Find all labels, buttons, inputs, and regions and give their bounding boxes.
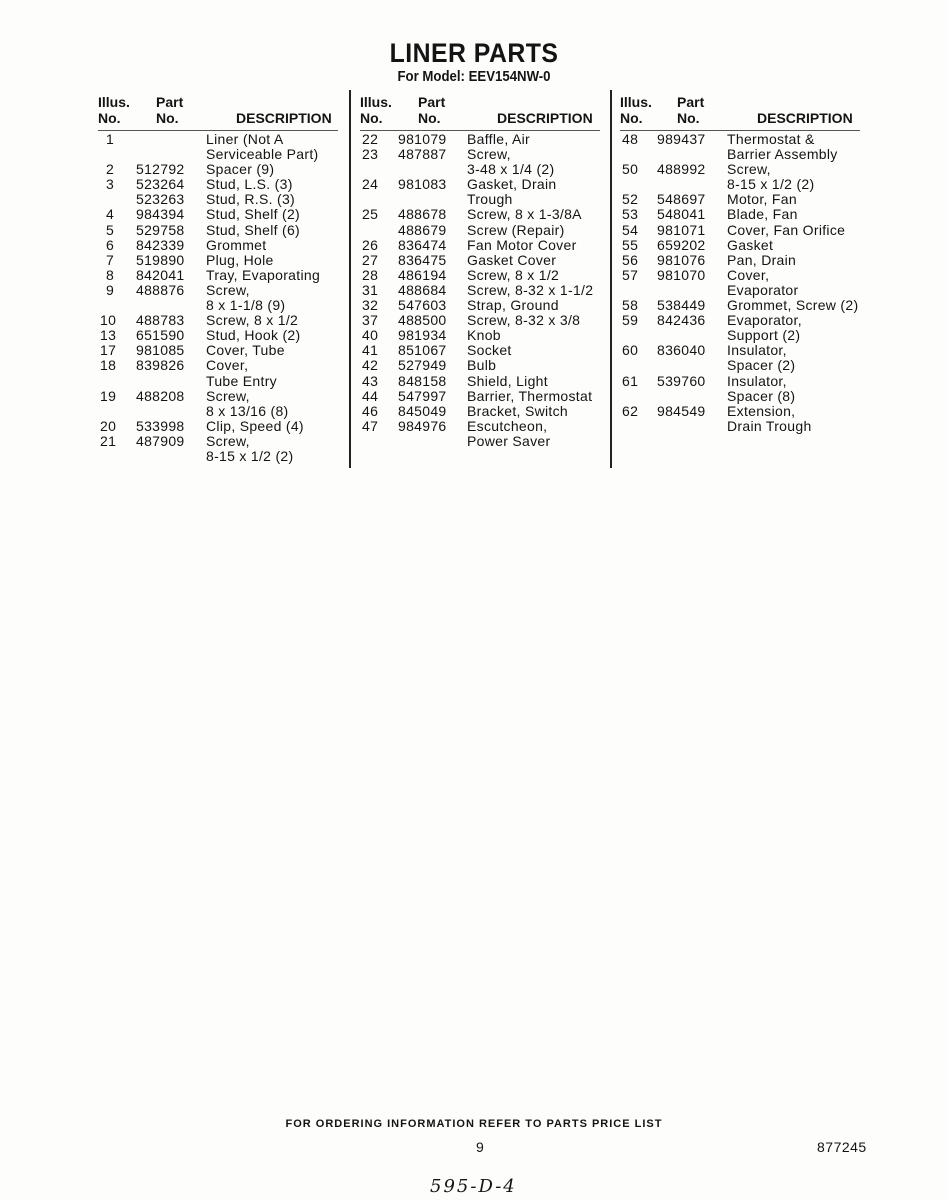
model-subtitle: For Model: EEV154NW-0 (397, 68, 551, 85)
part-no: 523263 (136, 191, 185, 208)
description: Blade, Fan (727, 206, 798, 223)
table-row (98, 419, 338, 434)
table-row (360, 132, 600, 147)
illus-no: 28 (362, 266, 379, 283)
illus-no: 53 (622, 206, 639, 223)
illus-no: 60 (622, 342, 639, 359)
illus-no: 7 (106, 251, 115, 268)
description: Escutcheon, (467, 417, 548, 434)
part-no: 538449 (657, 297, 706, 314)
part-no: 547997 (398, 387, 447, 404)
description: Screw, (206, 387, 250, 404)
illus-no: 55 (622, 236, 639, 253)
table-row (360, 358, 600, 373)
illus-no: 37 (362, 312, 379, 329)
description: Plug, Hole (206, 251, 274, 268)
description: Screw, (206, 281, 250, 298)
description: 8-15 x 1/2 (2) (206, 447, 294, 464)
table-row (98, 238, 338, 253)
illus-no: 18 (100, 357, 117, 374)
part-no: 981934 (398, 327, 447, 344)
illus-no: 48 (622, 131, 639, 147)
description: Bulb (467, 357, 497, 374)
table-row (620, 268, 860, 283)
part-no: 836474 (398, 236, 447, 253)
illus-no: 31 (362, 281, 379, 298)
part-no: 842339 (136, 236, 185, 253)
part-no: 527949 (398, 357, 447, 374)
header-text: No. (677, 110, 700, 126)
part-no: 839826 (136, 357, 185, 374)
illus-no: 25 (362, 206, 379, 223)
table-row (360, 207, 600, 222)
description: Evaporator (727, 281, 799, 298)
illus-no: 21 (100, 432, 117, 449)
description: Drain Trough (727, 417, 812, 434)
table-row (620, 192, 860, 207)
table-row (360, 283, 600, 298)
header-text: Part (418, 94, 446, 110)
part-no: 984549 (657, 402, 706, 419)
part-no: 842041 (136, 266, 185, 283)
part-no: 486194 (398, 266, 447, 283)
part-no: 845049 (398, 402, 447, 419)
table-row (620, 343, 860, 358)
table-row (620, 404, 860, 419)
part-no: 529758 (136, 221, 185, 238)
illus-no: 61 (622, 372, 639, 389)
description: Gasket Cover (467, 251, 557, 268)
description: Power Saver (467, 432, 551, 449)
description: Barrier, Thermostat (467, 387, 593, 404)
header-illus-no (98, 94, 130, 126)
part-no: 539760 (657, 372, 706, 389)
description: 8-15 x 1/2 (2) (727, 176, 815, 193)
description: Insulator, (727, 342, 787, 359)
illus-no: 3 (106, 176, 115, 193)
part-no: 836040 (657, 342, 706, 359)
description: Shield, Light (467, 372, 548, 389)
description: Screw, 8 x 1-3/8A (467, 206, 582, 223)
table-row (98, 404, 338, 419)
part-no: 836475 (398, 251, 447, 268)
illus-no: 52 (622, 191, 639, 208)
description: 3-48 x 1/4 (2) (467, 161, 555, 178)
illus-no: 42 (362, 357, 379, 374)
illus-no: 9 (106, 281, 115, 298)
table-row (98, 223, 338, 238)
table-row (98, 162, 338, 177)
table-row (98, 328, 338, 343)
part-no: 488678 (398, 206, 447, 223)
description: 8 x 1-1/8 (9) (206, 297, 286, 314)
table-row (360, 268, 600, 283)
part-no: 981079 (398, 131, 447, 147)
column-divider (349, 90, 351, 468)
illus-no: 5 (106, 221, 115, 238)
part-no: 523264 (136, 176, 185, 193)
illus-no: 23 (362, 146, 379, 163)
description: Cover, (727, 266, 770, 283)
table-row (360, 404, 600, 419)
part-no: 533998 (136, 417, 185, 434)
illus-no: 2 (106, 161, 115, 178)
description: Screw, 8 x 1/2 (467, 266, 560, 283)
part-no: 488684 (398, 281, 447, 298)
table-row (98, 313, 338, 328)
illus-no: 10 (100, 312, 117, 329)
table-row (360, 177, 600, 192)
table-row (620, 177, 860, 192)
illus-no: 24 (362, 176, 379, 193)
description: Baffle, Air (467, 131, 530, 147)
description: Liner (Not A (206, 131, 284, 147)
table-row (98, 147, 338, 162)
illus-no: 46 (362, 402, 379, 419)
part-no: 981071 (657, 221, 706, 238)
illus-no: 27 (362, 251, 379, 268)
description: Stud, L.S. (3) (206, 176, 293, 193)
header-text: Part (156, 94, 184, 110)
description: Spacer (8) (727, 387, 796, 404)
illus-no: 62 (622, 402, 639, 419)
part-no: 548041 (657, 206, 706, 223)
illus-no: 22 (362, 131, 379, 147)
description: Fan Motor Cover (467, 236, 577, 253)
illus-no: 8 (106, 266, 115, 283)
description: Screw, (727, 161, 771, 178)
description: Knob (467, 327, 501, 344)
part-no: 989437 (657, 131, 706, 147)
page-title: LINER PARTS (389, 38, 559, 68)
description: Tray, Evaporating (206, 266, 321, 283)
part-no: 651590 (136, 327, 185, 344)
header-illus-no (360, 94, 392, 126)
table-row (98, 449, 338, 464)
part-no: 519890 (136, 251, 185, 268)
description: Screw (Repair) (467, 221, 565, 238)
header-description: DESCRIPTION (757, 110, 853, 126)
part-no: 659202 (657, 236, 706, 253)
illus-no: 17 (100, 342, 117, 359)
illus-no: 54 (622, 221, 639, 238)
table-row (620, 358, 860, 373)
description: Screw, 8 x 1/2 (206, 312, 299, 329)
description: Stud, R.S. (3) (206, 191, 296, 208)
table-row (98, 358, 338, 373)
table-row (620, 238, 860, 253)
column-divider (610, 90, 612, 468)
table-row (620, 298, 860, 313)
description: Screw, (467, 146, 511, 163)
description: Screw, 8-32 x 3/8 (467, 312, 581, 329)
part-no: 981083 (398, 176, 447, 193)
table-row (360, 253, 600, 268)
part-no: 488679 (398, 221, 447, 238)
table-row (98, 374, 338, 389)
illus-no: 19 (100, 387, 117, 404)
description: Clip, Speed (4) (206, 417, 304, 434)
header-text: Part (677, 94, 705, 110)
description: Thermostat & (727, 131, 815, 147)
description: Gasket (727, 236, 774, 253)
table-row (98, 283, 338, 298)
header-text: No. (98, 110, 121, 126)
handwritten-note: 595-D-4 (430, 1176, 517, 1197)
description: Grommet, Screw (2) (727, 297, 859, 314)
table-row (98, 298, 338, 313)
illus-no: 44 (362, 387, 379, 404)
part-no: 512792 (136, 161, 185, 178)
illus-no: 26 (362, 236, 379, 253)
table-row (620, 147, 860, 162)
description: Cover, Tube (206, 342, 285, 359)
part-no: 487909 (136, 432, 185, 449)
table-row (98, 207, 338, 222)
table-row (98, 268, 338, 283)
part-no: 981070 (657, 266, 706, 283)
table-row (360, 298, 600, 313)
part-no: 547603 (398, 297, 447, 314)
illus-no: 56 (622, 251, 639, 268)
table-row (620, 389, 860, 404)
description: Screw, (206, 432, 250, 449)
table-row (360, 419, 600, 434)
description: Stud, Shelf (2) (206, 206, 300, 223)
description: Spacer (9) (206, 161, 275, 178)
table-row (620, 374, 860, 389)
description: Evaporator, (727, 312, 802, 329)
description: Pan, Drain (727, 251, 797, 268)
table-row (360, 223, 600, 238)
part-no: 842436 (657, 312, 706, 329)
header-text: Illus. (620, 94, 652, 110)
table-row (620, 313, 860, 328)
part-no: 851067 (398, 342, 447, 359)
page-number: 9 (476, 1139, 484, 1155)
illus-no: 43 (362, 372, 379, 389)
table-row (620, 328, 860, 343)
header-text: No. (620, 110, 643, 126)
illus-no: 4 (106, 206, 115, 223)
illus-no: 47 (362, 417, 379, 434)
description: Tube Entry (206, 372, 277, 389)
table-row (620, 253, 860, 268)
table-row (360, 343, 600, 358)
description: Grommet (206, 236, 267, 253)
description: Extension, (727, 402, 796, 419)
part-no: 487887 (398, 146, 447, 163)
table-row (360, 238, 600, 253)
table-row (98, 343, 338, 358)
table-row (360, 434, 600, 449)
part-no: 848158 (398, 372, 447, 389)
description: Gasket, Drain (467, 176, 557, 193)
description: Stud, Hook (2) (206, 327, 301, 344)
illus-no: 41 (362, 342, 379, 359)
table-row (98, 132, 338, 147)
description: Spacer (2) (727, 357, 796, 374)
header-text: Illus. (98, 94, 130, 110)
table-row (360, 192, 600, 207)
illus-no: 40 (362, 327, 379, 344)
table-row (98, 177, 338, 192)
description: Socket (467, 342, 512, 359)
part-no: 488500 (398, 312, 447, 329)
illus-no: 1 (106, 131, 115, 147)
table-row (620, 223, 860, 238)
document-number: 877245 (817, 1139, 867, 1155)
table-row (620, 162, 860, 177)
part-no: 984976 (398, 417, 447, 434)
part-no: 488208 (136, 387, 185, 404)
description: Insulator, (727, 372, 787, 389)
description: Motor, Fan (727, 191, 797, 208)
description: Trough (467, 191, 513, 208)
table-row (98, 434, 338, 449)
illus-no: 50 (622, 161, 639, 178)
part-no: 548697 (657, 191, 706, 208)
illus-no: 6 (106, 236, 115, 253)
illus-no: 57 (622, 266, 639, 283)
illus-no: 13 (100, 327, 117, 344)
description: Bracket, Switch (467, 402, 568, 419)
header-text: Illus. (360, 94, 392, 110)
description: Serviceable Part) (206, 146, 319, 163)
illus-no: 58 (622, 297, 639, 314)
description: Cover, (206, 357, 249, 374)
table-row (98, 192, 338, 207)
illus-no: 59 (622, 312, 639, 329)
description: Stud, Shelf (6) (206, 221, 300, 238)
header-text: No. (360, 110, 383, 126)
table-row (360, 389, 600, 404)
table-row (360, 147, 600, 162)
table-row (98, 389, 338, 404)
description: 8 x 13/16 (8) (206, 402, 289, 419)
part-no: 488783 (136, 312, 185, 329)
header-part-no (156, 94, 183, 126)
table-row (620, 132, 860, 147)
table-row (620, 207, 860, 222)
table-row (360, 374, 600, 389)
part-no: 984394 (136, 206, 185, 223)
table-row (620, 419, 860, 434)
header-description: DESCRIPTION (497, 110, 593, 126)
illus-no: 20 (100, 417, 117, 434)
header-part-no (418, 94, 445, 126)
header-description: DESCRIPTION (236, 110, 332, 126)
header-illus-no (620, 94, 652, 126)
table-row (360, 328, 600, 343)
table-row (360, 313, 600, 328)
part-no: 488992 (657, 161, 706, 178)
table-row (98, 253, 338, 268)
description: Cover, Fan Orifice (727, 221, 846, 238)
table-row (360, 162, 600, 177)
part-no: 981085 (136, 342, 185, 359)
header-text: No. (156, 110, 179, 126)
description: Strap, Ground (467, 297, 559, 314)
description: Barrier Assembly (727, 146, 838, 163)
header-part-no (677, 94, 704, 126)
part-no: 981076 (657, 251, 706, 268)
description: Screw, 8-32 x 1-1/2 (467, 281, 594, 298)
illus-no: 32 (362, 297, 379, 314)
description: Support (2) (727, 327, 801, 344)
part-no: 488876 (136, 281, 185, 298)
header-text: No. (418, 110, 441, 126)
ordering-footer: FOR ORDERING INFORMATION REFER TO PARTS PRICE LIST (285, 1118, 663, 1130)
table-row (620, 283, 860, 298)
